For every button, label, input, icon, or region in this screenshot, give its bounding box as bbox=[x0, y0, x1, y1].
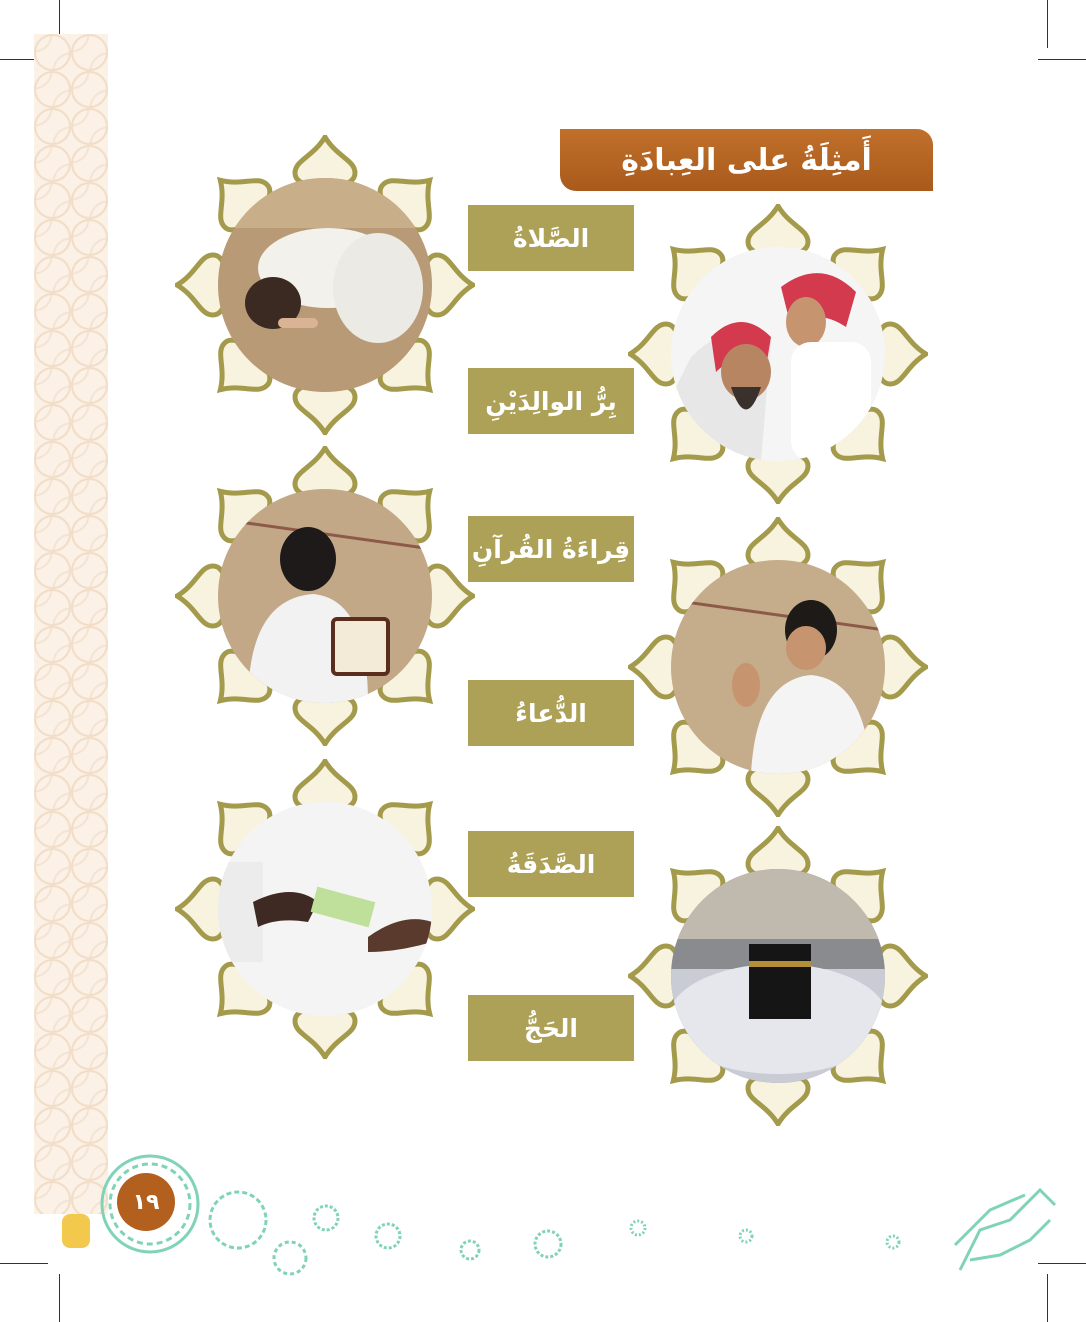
label-text: الحَجُّ bbox=[524, 1013, 578, 1043]
crop-mark bbox=[1047, 0, 1048, 48]
dua-photo-frame bbox=[628, 517, 928, 817]
kissing-father-forehead-photo bbox=[671, 247, 885, 461]
label-parents bbox=[468, 368, 634, 434]
crop-mark bbox=[1038, 59, 1086, 60]
praying-child-photo bbox=[218, 178, 432, 392]
label-prayer bbox=[468, 205, 634, 271]
label-text: قِراءَةُ القُرآنِ bbox=[471, 534, 631, 564]
label-text: بِرُّ الوالِدَيْنِ bbox=[485, 386, 617, 416]
title-banner bbox=[560, 129, 933, 191]
giving-charity-photo bbox=[218, 802, 432, 1016]
page-number: ١٩ bbox=[132, 1189, 160, 1215]
decorative-side-pattern bbox=[34, 34, 108, 1214]
label-charity bbox=[468, 831, 634, 897]
label-text: الدُّعاءُ bbox=[515, 698, 587, 728]
parents-photo-frame bbox=[628, 204, 928, 504]
page-title: أَمثِلَةُ على العِبادَةِ bbox=[621, 142, 872, 178]
prayer-photo-frame bbox=[175, 135, 475, 435]
supplication-photo bbox=[671, 560, 885, 774]
kaaba-hajj-photo bbox=[671, 869, 885, 1083]
label-text: الصَّلاةُ bbox=[512, 223, 590, 253]
page-number-badge bbox=[117, 1173, 175, 1231]
hajj-photo-frame bbox=[628, 826, 928, 1126]
label-hajj bbox=[468, 995, 634, 1061]
reading-quran-photo bbox=[218, 489, 432, 703]
charity-photo-frame bbox=[175, 759, 475, 1059]
label-dua bbox=[468, 680, 634, 746]
quran-photo-frame bbox=[175, 446, 475, 746]
label-text: الصَّدَقَةُ bbox=[506, 849, 596, 879]
label-quran bbox=[468, 516, 634, 582]
